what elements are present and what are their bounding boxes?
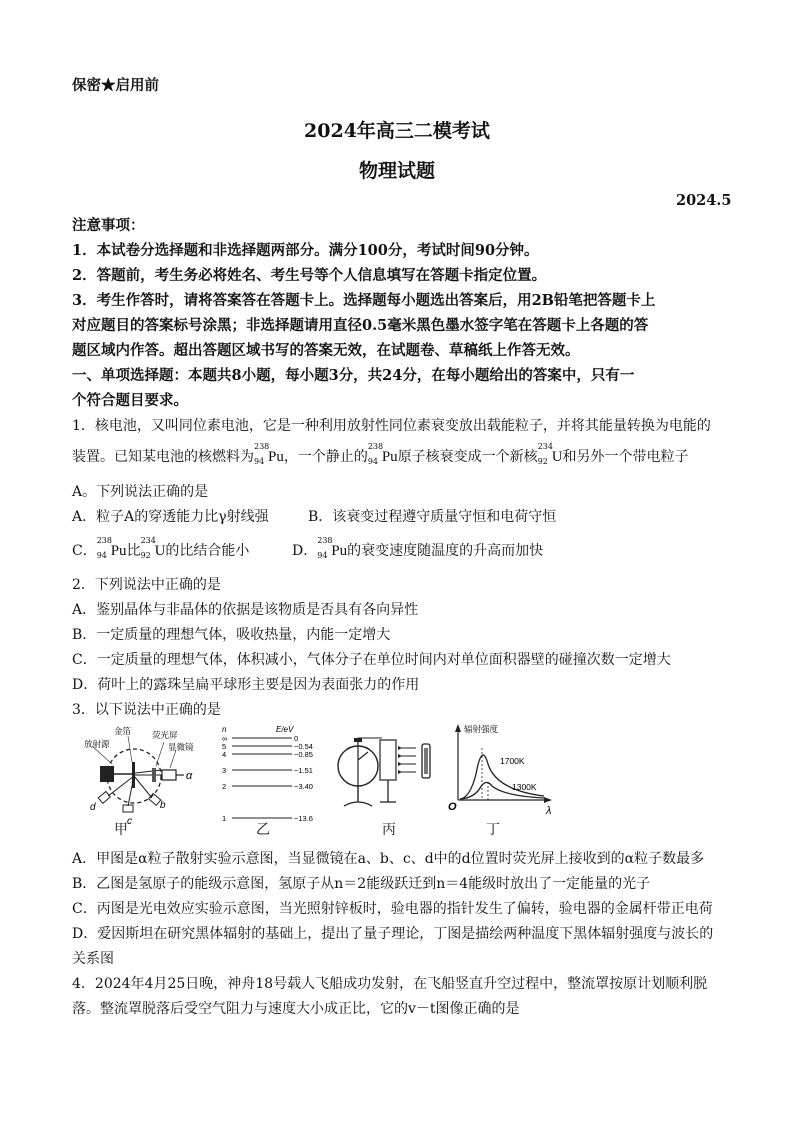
label-1300k: 1300K — [512, 782, 537, 792]
level-energy-label: −3.40 — [294, 782, 313, 791]
q1-text-c: 原子核衰变成一个新核 — [397, 449, 538, 465]
q2-option-d: D．荷叶上的露珠呈扁平球形主要是因为表面张力的作用 — [72, 677, 420, 693]
label-lambda: λ — [546, 805, 552, 817]
level-lines — [222, 734, 313, 823]
q3-option-c: C．丙图是光电效应实验示意图，当光照射锌板时，验电器的指针发生了偏转，验电器的金属杆带正电荷 — [72, 901, 713, 917]
nuclide-pu: 238 94 Pu — [254, 442, 284, 466]
level-n-label: ∞ — [222, 734, 228, 743]
level-n-label: 1 — [222, 814, 227, 823]
caption-ding: 丁 — [486, 822, 500, 838]
caption-jia: 甲 — [114, 822, 128, 838]
q1-line-1: 1．核电池，又叫同位素电池，它是一种利用放射性同位素衰变放出载能粒子，并将其能量转换为电能的 — [72, 418, 711, 434]
level-energy-label: −0.85 — [294, 750, 313, 759]
note-1: 1．本试卷分选择题和非选择题两部分。满分100分，考试时间90分钟。 — [72, 242, 539, 259]
label-c: c — [127, 816, 132, 827]
caption-yi: 乙 — [256, 822, 270, 838]
q1-line-3: A。下列说法正确的是 — [72, 484, 209, 500]
q1-text-a: 装置。已知某电池的核燃料为 — [72, 449, 254, 465]
level-n-label: 5 — [222, 742, 227, 751]
section-1-heading: 一、单项选择题：本题共8小题，每小题3分，共24分，在每小题给出的答案中，只有一 — [72, 367, 635, 384]
nuclide-pu: 238 94 Pu — [367, 442, 398, 466]
level-n-label: 4 — [222, 750, 227, 759]
nuclide-pu: 238 94 Pu — [317, 536, 348, 560]
figure-blackbody — [448, 724, 558, 836]
q2-option-c: C．一定质量的理想气体，体积减小，气体分子在单位时间内对单位面积器壁的碰撞次数一定增大 — [72, 652, 671, 668]
note-3-line-3: 题区域内作答。超出答题区域书写的答案无效，在试题卷、草稿纸上作答无效。 — [72, 342, 580, 359]
label-1700k: 1700K — [500, 756, 525, 766]
label-b: b — [160, 800, 166, 811]
nuclide-u: 234 92 U — [140, 536, 166, 560]
level-n-label: 3 — [222, 766, 227, 775]
level-energy-label: −0.54 — [294, 742, 313, 751]
nuclide-u: 234 92 U — [537, 442, 563, 466]
exam-date: 2024.5 — [676, 192, 732, 209]
q3-option-d-line-1: D．爱因斯坦在研究黑体辐射的基础上，提出了量子理论，丁图是描绘两种温度下黑体辐射强度与波长的 — [72, 926, 714, 942]
label-radiation-intensity: 辐射强度 — [464, 724, 499, 734]
q4-line-1: 4．2024年4月25日晚，神舟18号载人飞船成功发射，在飞船竖直升空过程中，整流罩按原计划顺利脱 — [72, 976, 708, 992]
q3-option-d-line-2: 关系图 — [72, 951, 114, 967]
caption-bing: 丙 — [382, 822, 396, 838]
label-source: 放射源 — [84, 739, 110, 749]
nuclide-pu: 238 94 Pu — [96, 536, 127, 560]
q1-option-a: A．粒子A的穿透能力比γ射线强 — [72, 509, 269, 525]
q1-option-c: C． 238 94 Pu比 234 92 U的比结合能小 — [72, 536, 250, 560]
q4-line-2: 落。整流罩脱落后受空气阻力与速度大小成正比，它的v－t图像正确的是 — [72, 1001, 520, 1017]
confidential-mark: 保密★启用前 — [72, 77, 159, 94]
section-1-heading-cont: 个符合题目要求。 — [72, 392, 188, 409]
label-d: d — [90, 802, 96, 813]
level-axis-n: n — [222, 725, 227, 734]
q1-text-b: ，一个静止的 — [283, 449, 368, 465]
q1-text-d: 和另外一个带电粒子 — [562, 449, 689, 465]
label-alpha: α — [186, 770, 193, 782]
label-origin: O — [448, 801, 457, 813]
figure-energy-levels — [220, 724, 330, 836]
q2-option-a: A．鉴别晶体与非晶体的依据是该物质是否具有各向异性 — [72, 602, 419, 618]
q2-option-b: B．一定质量的理想气体，吸收热量，内能一定增大 — [72, 627, 391, 643]
note-3-line-2: 对应题目的答案标号涂黑；非选择题请用直径0.5毫米黑色墨水签字笔在答题卡上各题的答 — [72, 317, 649, 334]
note-2: 2．答题前，考生务必将姓名、考生号等个人信息填写在答题卡指定位置。 — [72, 267, 547, 284]
q3-option-a: A．甲图是α粒子散射实验示意图，当显微镜在a、b、c、d中的d位置时荧光屏上接收到的α粒子数最多 — [72, 851, 705, 867]
figure-alpha-scattering — [84, 724, 204, 836]
notes-heading: 注意事项： — [72, 217, 145, 234]
level-energy-label: −13.6 — [294, 814, 313, 823]
level-axis-e: E/eV — [276, 725, 294, 734]
q1-option-b: B．该衰变过程遵守质量守恒和电荷守恒 — [308, 509, 557, 525]
level-energy-label: −1.51 — [294, 766, 313, 775]
q3-option-b: B．乙图是氢原子的能级示意图，氢原子从n＝2能级跃迁到n＝4能级时放出了一定能量的光子 — [72, 876, 651, 892]
label-gold-foil: 金箔 — [114, 726, 132, 736]
q2-stem: 2．下列说法中正确的是 — [72, 577, 221, 593]
level-n-label: 2 — [222, 782, 227, 791]
exam-title: 2024年高三二模考试 — [304, 120, 490, 142]
q1-line-2 — [72, 442, 689, 466]
q1-option-d: D． 238 94 Pu的衰变速度随温度的升高而加快 — [292, 536, 544, 560]
level-energy-label: 0 — [294, 734, 299, 743]
q3-stem: 3．以下说法中正确的是 — [72, 702, 221, 718]
note-3-line-1: 3．考生作答时，请将答案答在答题卡上。选择题每小题选出答案后，用2B铅笔把答题卡上 — [72, 292, 656, 309]
label-screen: 荧光屏 — [152, 730, 178, 740]
label-microscope: 显微镜 — [168, 742, 194, 752]
subject-title: 物理试题 — [358, 160, 435, 182]
